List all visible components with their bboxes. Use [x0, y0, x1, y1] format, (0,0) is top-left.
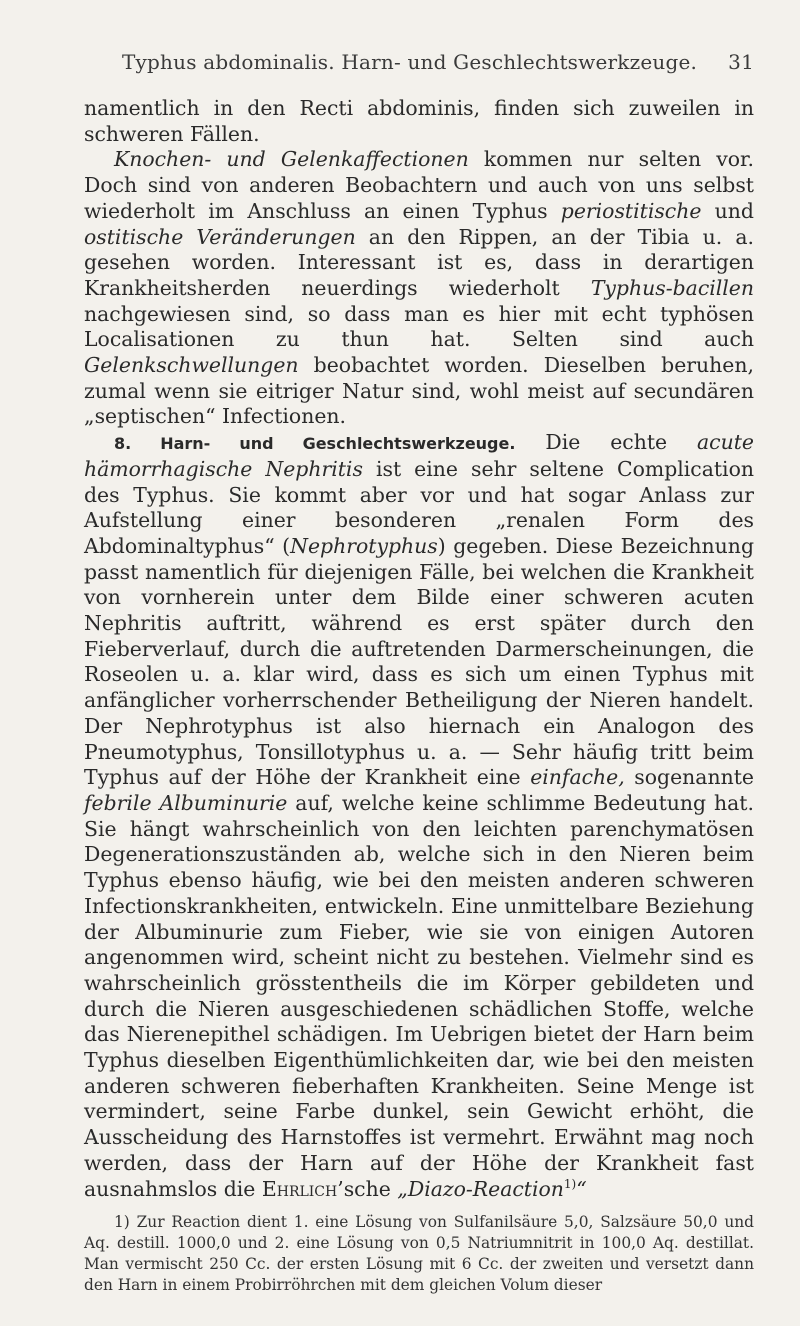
emphasis-term: acute hämorrhagische Nephritis: [84, 430, 754, 481]
text-run: “: [576, 1176, 587, 1201]
text-run: Die echte: [515, 430, 698, 455]
paragraph-muscles: namentlich in den Recti abdominis, finden sich zuweilen in schweren Fällen.: [84, 96, 754, 146]
text-run: ist eine sehr seltene Complication des Typhus. Sie kommt aber vor und hat sogar Anlass zur Aufstellung einer besonderen „renalen Form des Abdominaltyphus“ (: [84, 456, 754, 558]
emphasis-term: febrile Albuminurie: [84, 790, 288, 815]
footnotes: [84, 1212, 754, 1296]
text-run: und: [701, 198, 754, 223]
paragraph-bones-joints: [84, 147, 754, 430]
page-number: 31: [728, 50, 754, 74]
emphasis-term: Typhus-bacillen: [590, 275, 754, 300]
emphasis-term: Nephrotyphus: [290, 533, 438, 558]
emphasis-term: „Diazo-Reaction: [397, 1176, 564, 1201]
text-run: an den Rippen, an der Tibia u. a. gesehen worden. Interessant ist es, dass in derartigen Krankheitsherden neuerdings wiederholt: [84, 224, 754, 300]
text-run: ’sche: [337, 1176, 398, 1201]
text-run: sogenannte: [624, 765, 754, 790]
text-run: kommen nur selten vor. Doch sind von anderen Beobachtern und auch von uns selbst wiederholt im Anschluss an einen Typhus: [84, 147, 754, 223]
section-heading: 8. Harn- und Geschlechtswerkzeuge.: [114, 434, 516, 454]
author-name: Ehrlich: [261, 1176, 338, 1201]
text-run: auf, welche keine schlimme Bedeutung hat. Sie hängt wahrscheinlich von den leichten parenchymatösen Degenerationszuständen ab, welche sich in den Nieren beim Typhus ebenso häufig, wie bei den meisten anderen schweren Infectionskrankheiten, entwickeln. Eine unmittelbare Beziehung der Albuminurie zum Fieber, wie sie von einigen Autoren angenommen wird, scheint nicht zu bestehen. Vielmehr sind es wahrscheinlich grösstentheils die im Körper gebildeten und durch die Nieren ausgeschiedenen schädlichen Stoffe, welche das Nierenepithel schädigen. Im Uebrigen bietet der Harn beim Typhus dieselben Eigenthümlichkeiten dar, wie bei den meisten anderen schweren fieberhaften Krankheiten. Seine Menge ist vermindert, seine Farbe dunkel, sein Gewicht erhöht, die Ausscheidung des Harnstoffes ist vermehrt. Erwähnt mag noch werden, dass der Harn auf der Höhe der Krankheit fast ausnahmslos die: [84, 790, 754, 1201]
text-run: beobachtet worden. Dieselben beruhen, zumal wenn sie eitriger Natur sind, wohl meist auf secundären „septischen“ Infectionen.: [84, 353, 754, 429]
paragraph-urinary-organs: [84, 430, 754, 1202]
body-text: [84, 96, 754, 1202]
footnote-marker[interactable]: 1): [563, 1176, 577, 1191]
running-head-title: Typhus abdominalis. Harn- und Geschlechtswerkzeuge.: [122, 50, 698, 74]
emphasis-term: Knochen- und Gelenkaffectionen: [114, 147, 469, 172]
running-head: [86, 50, 754, 82]
emphasis-term: ostitische Veränderungen: [84, 224, 356, 249]
emphasis-term: periostitische: [560, 198, 702, 223]
text-run: ) gegeben. Diese Bezeichnung passt namentlich für diejenigen Fälle, bei welchen die Krankheit von vornherein unter dem Bilde einer schweren acuten Nephritis auftritt, während es erst später durch den Fieberverlauf, durch die auftretenden Darmerscheinungen, die Roseolen u. a. klar wird, dass es sich um einen Typhus mit anfänglicher vorherrschender Betheiligung der Nieren handelt. Der Nephrotyphus ist also hiernach ein Analogon des Pneumotyphus, Tonsillotyphus u. a. — Sehr häufig tritt beim Typhus auf der Höhe der Krankheit eine: [84, 533, 754, 790]
footnote-1: 1) Zur Reaction dient 1. eine Lösung von Sulfanilsäure 5,0, Salzsäure 50,0 und Aq. destill. 1000,0 und 2. eine Lösung von 0,5 Natriumnitrit in 100,0 Aq. destillat. Man vermischt 250 Cc. der ersten Lösung mit 6 Cc. der zweiten und versetzt dann den Harn in einem Probirröhrchen mit dem gleichen Volum dieser: [84, 1213, 754, 1294]
emphasis-term: einfache,: [530, 765, 625, 790]
emphasis-term: Gelenkschwellungen: [84, 353, 299, 378]
text-run: nachgewiesen sind, so dass man es hier mit echt typhösen Localisationen zu thun hat. Selten sind auch: [84, 301, 754, 352]
